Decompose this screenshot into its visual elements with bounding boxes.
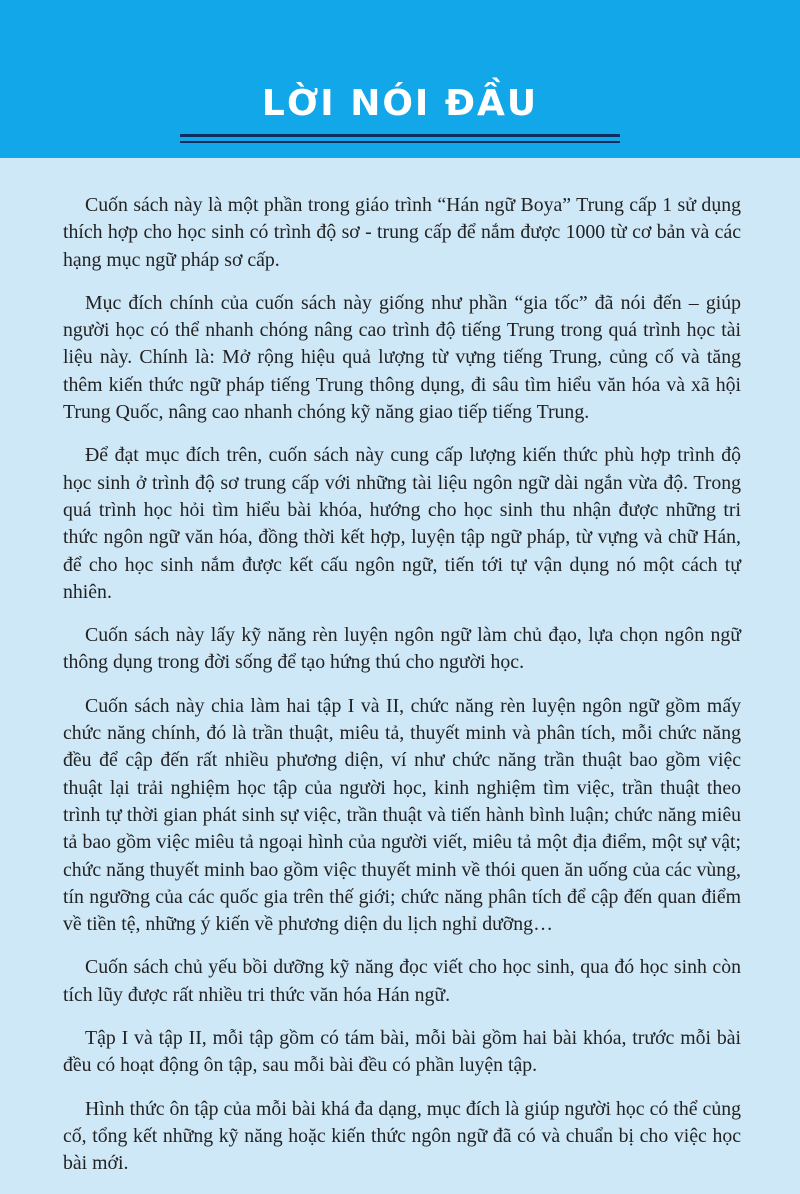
page-title: LỜI NÓI ĐẦU <box>261 83 539 124</box>
title-underline-thick <box>180 134 620 137</box>
paragraph-2: Mục đích chính của cuốn sách này giống như phần “gia tốc” đã nói đến – giúp người học có thể nhanh chóng nâng cao trình độ tiếng Trung trong quá trình học tài liệu này. Chính là: Mở rộng hiệu quả lượng từ vựng tiếng Trung, củng cố và tăng thêm kiến thức ngữ pháp tiếng Trung thông dụng, đi sâu tìm hiểu văn hóa và xã hội Trung Quốc, nâng cao nhanh chóng kỹ năng giao tiếp tiếng Trung. <box>63 291 741 424</box>
paragraph-8: Hình thức ôn tập của mỗi bài khá đa dạng, mục đích là giúp người học có thể củng cố, tổng kết những kỹ năng hoặc kiến thức ngôn ngữ đã có và chuẩn bị cho việc học bài mới. <box>63 1097 741 1175</box>
preface-body <box>63 192 741 1194</box>
paragraph-6: Cuốn sách chủ yếu bồi dưỡng kỹ năng đọc viết cho học sinh, qua đó học sinh còn tích lũy được rất nhiều tri thức văn hóa Hán ngữ. <box>63 956 741 1006</box>
paragraph-5: Cuốn sách này chia làm hai tập I và II, chức năng rèn luyện ngôn ngữ gồm mấy chức năng chính, đó là trần thuật, miêu tả, thuyết minh và phân tích, mỗi chức năng đều để cập đến rất nhiều phương diện, ví như chức năng trần thuật bao gồm việc thuật lại trải nghiệm học tập của người học, kinh nghiệm tìm việc, trần thuật theo trình tự thời gian phát sinh sự việc, trần thuật và tiến hành bình luận; chức năng miêu tả bao gồm việc miêu tả ngoại hình của người viết, miêu tả một địa điểm, một sự vật; chức năng thuyết minh bao gồm việc thuyết minh về thói quen ăn uống của các vùng, tín ngưỡng của các quốc gia trên thế giới; chức năng phân tích để cập đến quan điểm về tiền tệ, những ý kiến về phương diện du lịch nghỉ dưỡng… <box>63 694 741 936</box>
title-underline-thin <box>180 141 620 143</box>
paragraph-3: Để đạt mục đích trên, cuốn sách này cung cấp lượng kiến thức phù hợp trình độ học sinh ở trình độ sơ trung cấp với những tài liệu ngôn ngữ dài ngắn vừa độ. Trong quá trình học hỏi tìm hiểu bài khóa, hướng cho học sinh thu nhận được những tri thức ngôn ngữ văn hóa, đồng thời kết hợp, luyện tập ngữ pháp, từ vựng và chữ Hán, để cho học sinh nắm được kết cấu ngôn ngữ, tiến tới tự vận dụng nó một cách tự nhiên. <box>63 444 741 603</box>
paragraph-1: Cuốn sách này là một phần trong giáo trình “Hán ngữ Boya” Trung cấp 1 sử dụng thích hợp cho học sinh có trình độ sơ - trung cấp để nắm được 1000 từ cơ bản và các hạng mục ngữ pháp sơ cấp. <box>63 194 741 271</box>
paragraph-4: Cuốn sách này lấy kỹ năng rèn luyện ngôn ngữ làm chủ đạo, lựa chọn ngôn ngữ thông dụng trong đời sống để tạo hứng thú cho người học. <box>63 624 741 674</box>
paragraph-7: Tập I và tập II, mỗi tập gồm có tám bài, mỗi bài gồm hai bài khóa, trước mỗi bài đều có hoạt động ôn tập, sau mỗi bài đều có phần luyện tập. <box>63 1027 741 1077</box>
header-banner <box>0 0 800 158</box>
